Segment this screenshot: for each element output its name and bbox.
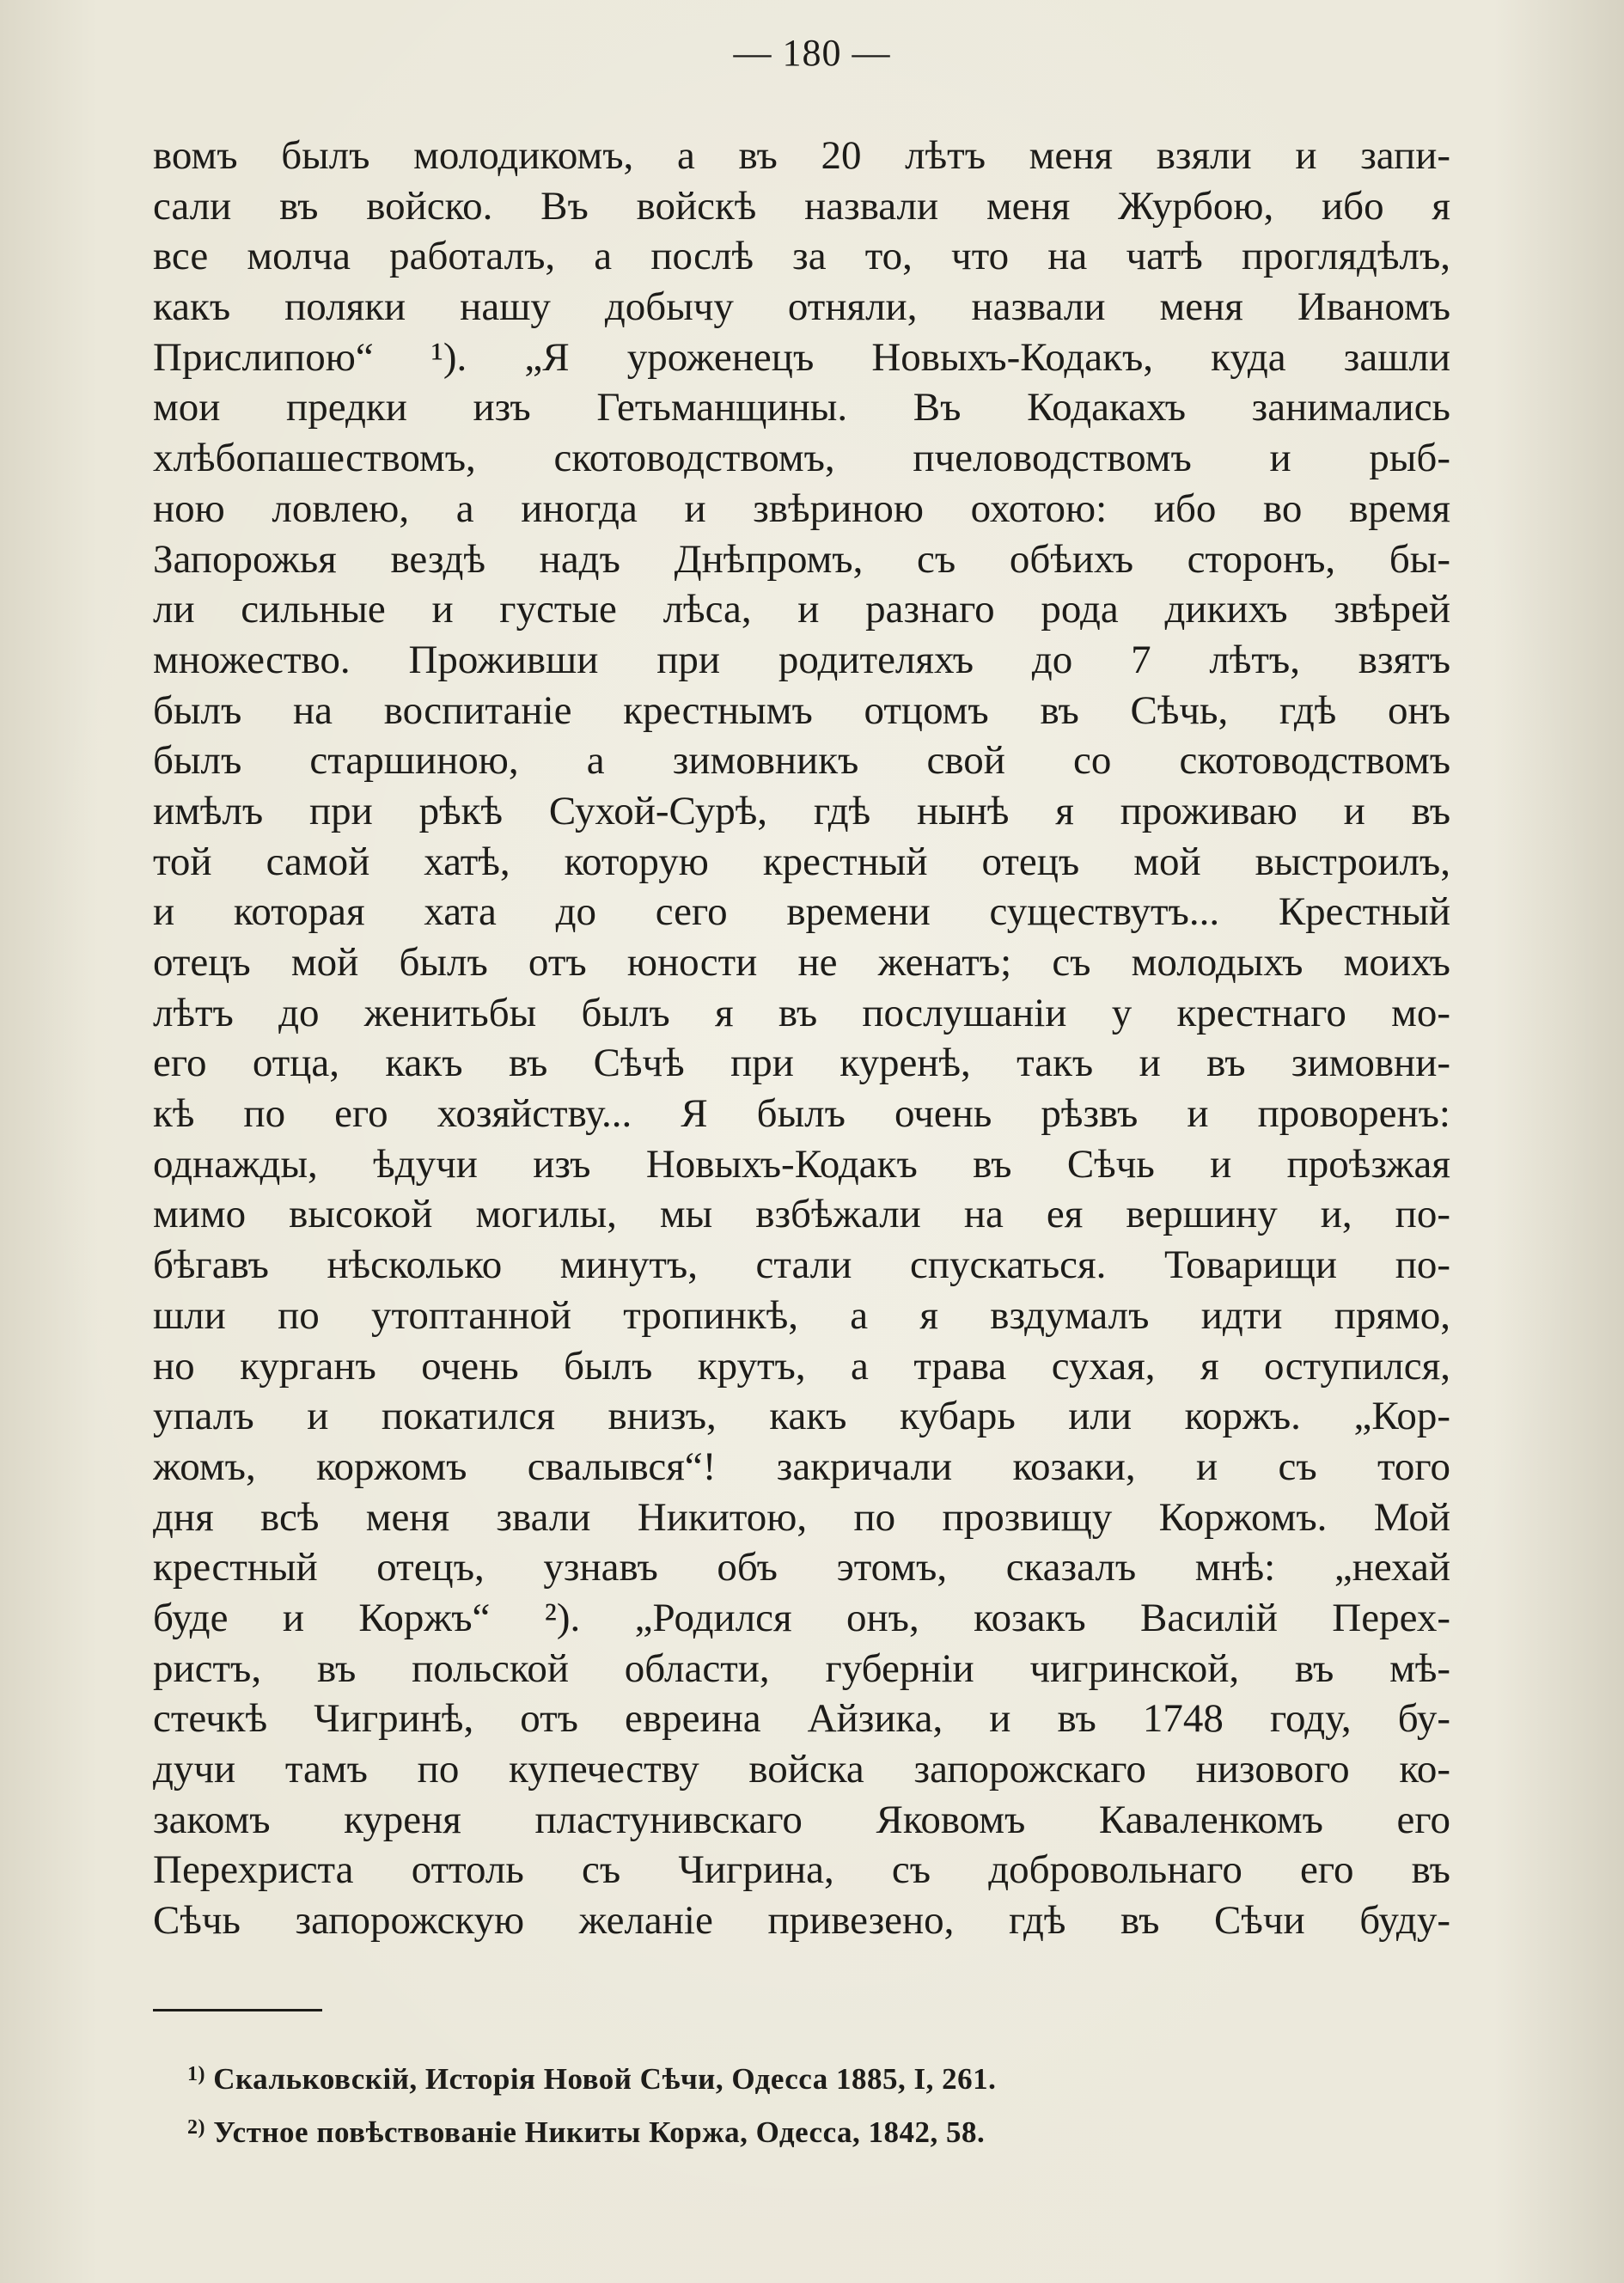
text-line: той самой хатѣ, которую крестный отецъ мой выстроилъ,	[153, 839, 1450, 884]
text-line: однажды, ѣдучи изъ Новыхъ-Кодакъ въ Сѣчь и проѣзжая	[153, 1141, 1450, 1187]
body-text	[153, 131, 1450, 1946]
text-line: Прислипою“ ¹). „Я уроженецъ Новыхъ-Кодакъ, куда зашли	[153, 334, 1450, 380]
text-line: все молча работалъ, а послѣ за то, что на чатѣ проглядѣлъ,	[153, 234, 1450, 279]
text-line: ли сильные и густые лѣса, и разнаго рода дикихъ звѣрей	[153, 587, 1450, 632]
text-line: вомъ былъ молодикомъ, а въ 20 лѣтъ меня взяли и запи-	[153, 133, 1450, 178]
text-line: мои предки изъ Гетьманщины. Въ Кодакахъ занимались	[153, 385, 1450, 430]
text-line: и которая хата до сего времени существутъ... Крестный	[153, 889, 1450, 935]
text-line: отецъ мой былъ отъ юности не женатъ; съ молодыхъ моихъ	[153, 940, 1450, 985]
text-line: буде и Коржъ“ ²). „Родился онъ, козакъ Василій Перех-	[153, 1595, 1450, 1640]
text-line: мимо высокой могилы, мы взбѣжали на ея вершину и, по-	[153, 1192, 1450, 1237]
text-line: былъ старшиною, а зимовникъ свой со скотоводствомъ	[153, 738, 1450, 784]
text-line: ристъ, въ польской области, губерніи чигринской, въ мѣ-	[153, 1645, 1450, 1691]
footnote-marker: 1)	[187, 2063, 205, 2085]
text-line: стечкѣ Чигринѣ, отъ евреина Айзика, и въ 1748 году, бу-	[153, 1696, 1450, 1742]
text-line: имѣлъ при рѣкѣ Сухой-Сурѣ, гдѣ нынѣ я проживаю и въ	[153, 788, 1450, 833]
text-line: крестный отецъ, узнавъ объ этомъ, сказалъ мнѣ: „нехай	[153, 1545, 1450, 1590]
text-line: но курганъ очень былъ крутъ, а трава сухая, я оступился,	[153, 1343, 1450, 1389]
text-line: дучи тамъ по купечеству войска запорожскаго низового ко-	[153, 1747, 1450, 1792]
footnote-text: Устное повѣствованіе Никиты Коржа, Одесса, 1842, 58.	[213, 2115, 986, 2149]
footnote-1	[187, 2050, 1304, 2103]
footnote-divider	[153, 2009, 322, 2011]
text-line: лѣтъ до женитьбы былъ я въ послушаніи у крестнаго мо-	[153, 990, 1450, 1035]
text-line: закомъ куреня пластунивскаго Яковомъ Каваленкомъ его	[153, 1797, 1450, 1842]
text-line: былъ на воспитаніе крестнымъ отцомъ въ Сѣчь, гдѣ онъ	[153, 687, 1450, 733]
text-line: Запорожья вездѣ надъ Днѣпромъ, съ обѣихъ сторонъ, бы-	[153, 536, 1450, 582]
footnotes	[187, 2050, 1304, 2157]
footnote-marker: 2)	[187, 2116, 205, 2139]
text-line: Сѣчь запорожскую желаніе привезено, гдѣ въ Сѣчи буду-	[153, 1898, 1450, 1944]
text-line: дня всѣ меня звали Никитою, по прозвищу Коржомъ. Мой	[153, 1494, 1450, 1540]
text-line: Перехриста оттоль съ Чигрина, съ добровольнаго его въ	[153, 1847, 1450, 1893]
footnote-2	[187, 2103, 1304, 2157]
text-line: сали въ войско. Въ войскѣ назвали меня Журбою, ибо я	[153, 183, 1450, 229]
text-line: жомъ, коржомъ свалывся“! закричали козаки, и съ того	[153, 1444, 1450, 1489]
text-line: кѣ по его хозяйству... Я былъ очень рѣзвъ и проворенъ:	[153, 1091, 1450, 1137]
text-line: хлѣбопашествомъ, скотоводствомъ, пчеловодствомъ и рыб-	[153, 436, 1450, 481]
footnote-text: Скальковскій, Исторія Новой Сѣчи, Одесса 1885, I, 261.	[213, 2062, 997, 2096]
text-line: шли по утоптанной тропинкѣ, а я вздумалъ идти прямо,	[153, 1292, 1450, 1338]
text-line: какъ поляки нашу добычу отняли, назвали меня Иваномъ	[153, 284, 1450, 330]
text-line: упалъ и покатился внизъ, какъ кубарь или коржъ. „Кор-	[153, 1394, 1450, 1439]
text-line: множество. Проживши при родителяхъ до 7 лѣтъ, взятъ	[153, 637, 1450, 682]
text-line: бѣгавъ нѣсколько минутъ, стали спускаться. Товарищи по-	[153, 1242, 1450, 1288]
text-line: его отца, какъ въ Сѣчѣ при куренѣ, такъ и въ зимовни-	[153, 1041, 1450, 1086]
text-line: ною ловлею, а иногда и звѣриною охотою: ибо во время	[153, 485, 1450, 531]
page-number: — 180 —	[733, 32, 891, 74]
